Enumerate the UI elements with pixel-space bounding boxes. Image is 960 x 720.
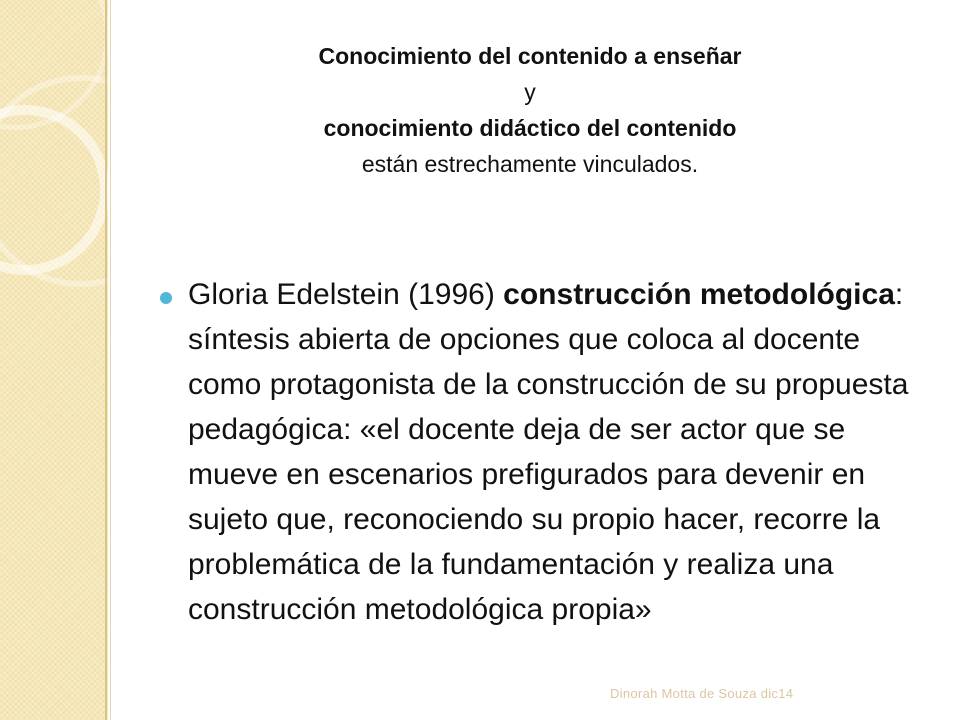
bullet-intro: Gloria Edelstein (1996) [188, 278, 504, 311]
sidebar-divider-thin [110, 0, 111, 720]
heading-line-1: Conocimiento del contenido a enseñar [318, 43, 742, 69]
decorative-sidebar [0, 0, 108, 720]
bullet-item [160, 272, 940, 632]
bullet-text [188, 272, 940, 632]
slide-heading [130, 38, 930, 182]
heading-line-3: conocimiento didáctico del contenido [323, 115, 737, 141]
heading-line-4: están estrechamente vinculados. [361, 151, 699, 177]
bullet-body: : síntesis abierta de opciones que coloca al docente como protagonista de la construcción de su propuesta pedagógica: «el docente deja de ser actor que se mueve en escenarios prefigurados para devenir en sujeto que, reconociendo su propio hacer, recorre la problemática de la fundamentación y realiza una construcción metodológica propia» [188, 278, 909, 626]
bullet-term: construcción metodológica [503, 278, 895, 311]
heading-line-2: y [524, 79, 536, 105]
bullet-dot-icon [160, 292, 172, 304]
sidebar-divider [105, 0, 107, 720]
footer-author: Dinorah Motta de Souza dic14 [610, 686, 794, 701]
